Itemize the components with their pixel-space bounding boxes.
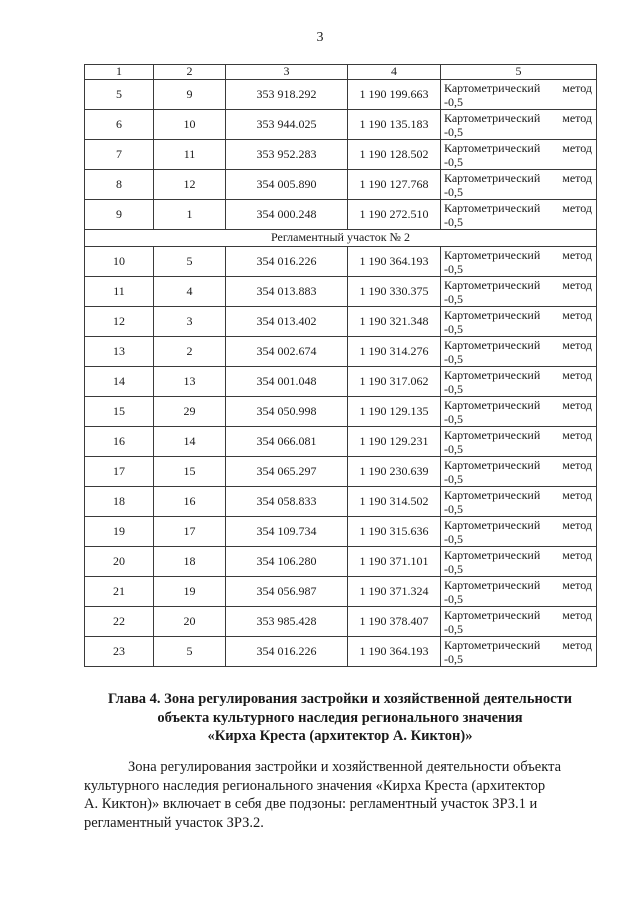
method-cell <box>441 637 597 667</box>
y-coordinate-cell: 1 190 330.375 <box>348 277 441 307</box>
method-word-2: метод <box>562 517 592 532</box>
y-coordinate-cell: 1 190 314.502 <box>348 487 441 517</box>
method-word-2: метод <box>562 80 592 95</box>
method-line-1 <box>444 488 596 502</box>
chapter-title-line: Глава 4. Зона регулирования застройки и хозяйственной деятельности <box>107 691 572 707</box>
method-word-1: Картометрический <box>444 277 541 292</box>
x-coordinate-cell: 354 016.226 <box>226 247 348 277</box>
table-row <box>85 170 597 200</box>
method-word-2: метод <box>562 277 592 292</box>
point-number-cell: 18 <box>154 547 226 577</box>
point-number-cell: 15 <box>154 457 226 487</box>
y-coordinate-cell: 1 190 315.636 <box>348 517 441 547</box>
method-word-1: Картометрический <box>444 547 541 562</box>
table-row <box>85 457 597 487</box>
row-number-cell: 9 <box>85 200 154 230</box>
table-row <box>85 140 597 170</box>
header-cell-2: 2 <box>154 65 226 80</box>
x-coordinate-cell: 354 065.297 <box>226 457 348 487</box>
point-number-cell: 11 <box>154 140 226 170</box>
method-word-1: Картометрический <box>444 577 541 592</box>
table-row <box>85 200 597 230</box>
method-accuracy: -0,5 <box>444 381 463 396</box>
row-number-cell: 20 <box>85 547 154 577</box>
method-line-1 <box>444 638 596 652</box>
method-accuracy: -0,5 <box>444 351 463 366</box>
method-word-2: метод <box>562 247 592 262</box>
method-cell <box>441 140 597 170</box>
method-word-2: метод <box>562 337 592 352</box>
row-number-cell: 23 <box>85 637 154 667</box>
method-word-1: Картометрический <box>444 307 541 322</box>
method-accuracy: -0,5 <box>444 94 463 109</box>
row-number-cell: 11 <box>85 277 154 307</box>
header-cell-4: 4 <box>348 65 441 80</box>
method-word-2: метод <box>562 547 592 562</box>
x-coordinate-cell: 354 005.890 <box>226 170 348 200</box>
chapter-title-line: «Кирха Креста (архитектор А. Киктон)» <box>207 728 473 744</box>
method-cell <box>441 367 597 397</box>
x-coordinate-cell: 354 013.883 <box>226 277 348 307</box>
method-cell <box>441 80 597 110</box>
method-accuracy: -0,5 <box>444 531 463 546</box>
y-coordinate-cell: 1 190 272.510 <box>348 200 441 230</box>
point-number-cell: 10 <box>154 110 226 140</box>
x-coordinate-cell: 354 016.226 <box>226 637 348 667</box>
point-number-cell: 5 <box>154 637 226 667</box>
x-coordinate-cell: 354 013.402 <box>226 307 348 337</box>
x-coordinate-cell: 354 002.674 <box>226 337 348 367</box>
method-word-2: метод <box>562 607 592 622</box>
y-coordinate-cell: 1 190 135.183 <box>348 110 441 140</box>
method-line-1 <box>444 171 596 185</box>
method-cell <box>441 277 597 307</box>
method-cell <box>441 547 597 577</box>
method-cell <box>441 200 597 230</box>
chapter-title-line: объекта культурного наследия регионального значения <box>157 709 523 726</box>
table-row <box>85 397 597 427</box>
table-row <box>85 487 597 517</box>
y-coordinate-cell: 1 190 199.663 <box>348 80 441 110</box>
table-header-row <box>85 65 597 80</box>
x-coordinate-cell: 354 000.248 <box>226 200 348 230</box>
row-number-cell: 13 <box>85 337 154 367</box>
y-coordinate-cell: 1 190 364.193 <box>348 247 441 277</box>
method-cell <box>441 397 597 427</box>
table-row <box>85 637 597 667</box>
row-number-cell: 18 <box>85 487 154 517</box>
header-cell-3: 3 <box>226 65 348 80</box>
method-cell <box>441 577 597 607</box>
table-row <box>85 247 597 277</box>
method-accuracy: -0,5 <box>444 621 463 636</box>
method-word-1: Картометрический <box>444 80 541 95</box>
y-coordinate-cell: 1 190 371.101 <box>348 547 441 577</box>
table-row <box>85 110 597 140</box>
method-word-2: метод <box>562 457 592 472</box>
point-number-cell: 16 <box>154 487 226 517</box>
row-number-cell: 5 <box>85 80 154 110</box>
table-row <box>85 307 597 337</box>
y-coordinate-cell: 1 190 129.231 <box>348 427 441 457</box>
y-coordinate-cell: 1 190 314.276 <box>348 337 441 367</box>
x-coordinate-cell: 353 918.292 <box>226 80 348 110</box>
header-cell-5: 5 <box>441 65 597 80</box>
section-row <box>85 230 597 247</box>
method-word-2: метод <box>562 170 592 185</box>
method-accuracy: -0,5 <box>444 154 463 169</box>
method-cell <box>441 307 597 337</box>
method-line-1 <box>444 111 596 125</box>
x-coordinate-cell: 353 985.428 <box>226 607 348 637</box>
y-coordinate-cell: 1 190 127.768 <box>348 170 441 200</box>
method-word-1: Картометрический <box>444 200 541 215</box>
point-number-cell: 5 <box>154 247 226 277</box>
method-line-1 <box>444 81 596 95</box>
method-accuracy: -0,5 <box>444 651 463 666</box>
method-cell <box>441 427 597 457</box>
method-accuracy: -0,5 <box>444 441 463 456</box>
method-word-1: Картометрический <box>444 337 541 352</box>
method-line-1 <box>444 338 596 352</box>
method-accuracy: -0,5 <box>444 214 463 229</box>
paragraph-line: А. Киктон)» включает в себя две подзоны: регламентный участок ЗРЗ.1 и <box>84 796 538 812</box>
row-number-cell: 21 <box>85 577 154 607</box>
method-word-2: метод <box>562 397 592 412</box>
row-number-cell: 15 <box>85 397 154 427</box>
point-number-cell: 13 <box>154 367 226 397</box>
point-number-cell: 1 <box>154 200 226 230</box>
method-word-2: метод <box>562 487 592 502</box>
row-number-cell: 6 <box>85 110 154 140</box>
method-accuracy: -0,5 <box>444 184 463 199</box>
method-line-1 <box>444 248 596 262</box>
method-line-1 <box>444 578 596 592</box>
method-word-1: Картометрический <box>444 170 541 185</box>
y-coordinate-cell: 1 190 230.639 <box>348 457 441 487</box>
point-number-cell: 9 <box>154 80 226 110</box>
x-coordinate-cell: 354 106.280 <box>226 547 348 577</box>
method-word-1: Картометрический <box>444 487 541 502</box>
y-coordinate-cell: 1 190 321.348 <box>348 307 441 337</box>
method-line-1 <box>444 428 596 442</box>
row-number-cell: 17 <box>85 457 154 487</box>
row-number-cell: 14 <box>85 367 154 397</box>
table-row <box>85 367 597 397</box>
method-word-2: метод <box>562 577 592 592</box>
method-word-2: метод <box>562 427 592 442</box>
y-coordinate-cell: 1 190 371.324 <box>348 577 441 607</box>
method-line-1 <box>444 518 596 532</box>
method-accuracy: -0,5 <box>444 471 463 486</box>
point-number-cell: 12 <box>154 170 226 200</box>
page-number: 3 <box>316 30 324 45</box>
row-number-cell: 16 <box>85 427 154 457</box>
method-cell <box>441 170 597 200</box>
table-row <box>85 80 597 110</box>
method-cell <box>441 487 597 517</box>
y-coordinate-cell: 1 190 378.407 <box>348 607 441 637</box>
x-coordinate-cell: 353 944.025 <box>226 110 348 140</box>
row-number-cell: 10 <box>85 247 154 277</box>
x-coordinate-cell: 354 050.998 <box>226 397 348 427</box>
method-word-1: Картометрический <box>444 517 541 532</box>
y-coordinate-cell: 1 190 129.135 <box>348 397 441 427</box>
method-word-1: Картометрический <box>444 427 541 442</box>
method-accuracy: -0,5 <box>444 411 463 426</box>
method-line-1 <box>444 548 596 562</box>
method-word-1: Картометрический <box>444 367 541 382</box>
method-line-1 <box>444 398 596 412</box>
method-word-1: Картометрический <box>444 607 541 622</box>
y-coordinate-cell: 1 190 128.502 <box>348 140 441 170</box>
point-number-cell: 3 <box>154 307 226 337</box>
method-word-2: метод <box>562 200 592 215</box>
method-accuracy: -0,5 <box>444 321 463 336</box>
method-word-2: метод <box>562 637 592 652</box>
method-line-1 <box>444 201 596 215</box>
point-number-cell: 19 <box>154 577 226 607</box>
row-number-cell: 19 <box>85 517 154 547</box>
method-cell <box>441 110 597 140</box>
x-coordinate-cell: 354 109.734 <box>226 517 348 547</box>
method-accuracy: -0,5 <box>444 561 463 576</box>
paragraph-line: Зона регулирования застройки и хозяйственной деятельности объекта <box>128 759 562 775</box>
point-number-cell: 2 <box>154 337 226 367</box>
method-line-1 <box>444 458 596 472</box>
method-word-1: Картометрический <box>444 110 541 125</box>
method-line-1 <box>444 141 596 155</box>
method-accuracy: -0,5 <box>444 261 463 276</box>
paragraph-line: регламентный участок ЗРЗ.2. <box>84 814 264 831</box>
row-number-cell: 12 <box>85 307 154 337</box>
method-word-1: Картометрический <box>444 140 541 155</box>
table-row <box>85 607 597 637</box>
y-coordinate-cell: 1 190 364.193 <box>348 637 441 667</box>
section-label: Регламентный участок № 2 <box>85 230 597 247</box>
method-line-1 <box>444 368 596 382</box>
table-row <box>85 547 597 577</box>
x-coordinate-cell: 354 066.081 <box>226 427 348 457</box>
point-number-cell: 17 <box>154 517 226 547</box>
method-word-2: метод <box>562 110 592 125</box>
paragraph-line: культурного наследия регионального значения «Кирха Креста (архитектор <box>84 777 546 794</box>
method-word-1: Картометрический <box>444 457 541 472</box>
body-paragraph <box>84 758 596 832</box>
method-accuracy: -0,5 <box>444 501 463 516</box>
method-accuracy: -0,5 <box>444 291 463 306</box>
x-coordinate-cell: 354 056.987 <box>226 577 348 607</box>
header-cell-1: 1 <box>85 65 154 80</box>
method-cell <box>441 457 597 487</box>
table-row <box>85 577 597 607</box>
row-number-cell: 22 <box>85 607 154 637</box>
row-number-cell: 7 <box>85 140 154 170</box>
x-coordinate-cell: 353 952.283 <box>226 140 348 170</box>
method-line-1 <box>444 608 596 622</box>
row-number-cell: 8 <box>85 170 154 200</box>
method-word-2: метод <box>562 367 592 382</box>
table-row <box>85 277 597 307</box>
point-number-cell: 29 <box>154 397 226 427</box>
method-word-1: Картометрический <box>444 397 541 412</box>
coordinates-table <box>84 64 597 667</box>
point-number-cell: 14 <box>154 427 226 457</box>
method-cell <box>441 337 597 367</box>
method-line-1 <box>444 278 596 292</box>
method-cell <box>441 607 597 637</box>
method-word-1: Картометрический <box>444 637 541 652</box>
x-coordinate-cell: 354 058.833 <box>226 487 348 517</box>
table-row <box>85 427 597 457</box>
method-cell <box>441 517 597 547</box>
method-line-1 <box>444 308 596 322</box>
table-row <box>85 337 597 367</box>
x-coordinate-cell: 354 001.048 <box>226 367 348 397</box>
method-word-1: Картометрический <box>444 247 541 262</box>
method-cell <box>441 247 597 277</box>
point-number-cell: 4 <box>154 277 226 307</box>
method-accuracy: -0,5 <box>444 124 463 139</box>
method-word-2: метод <box>562 307 592 322</box>
chapter-title <box>80 690 600 746</box>
point-number-cell: 20 <box>154 607 226 637</box>
table-row <box>85 517 597 547</box>
method-accuracy: -0,5 <box>444 591 463 606</box>
method-word-2: метод <box>562 140 592 155</box>
y-coordinate-cell: 1 190 317.062 <box>348 367 441 397</box>
